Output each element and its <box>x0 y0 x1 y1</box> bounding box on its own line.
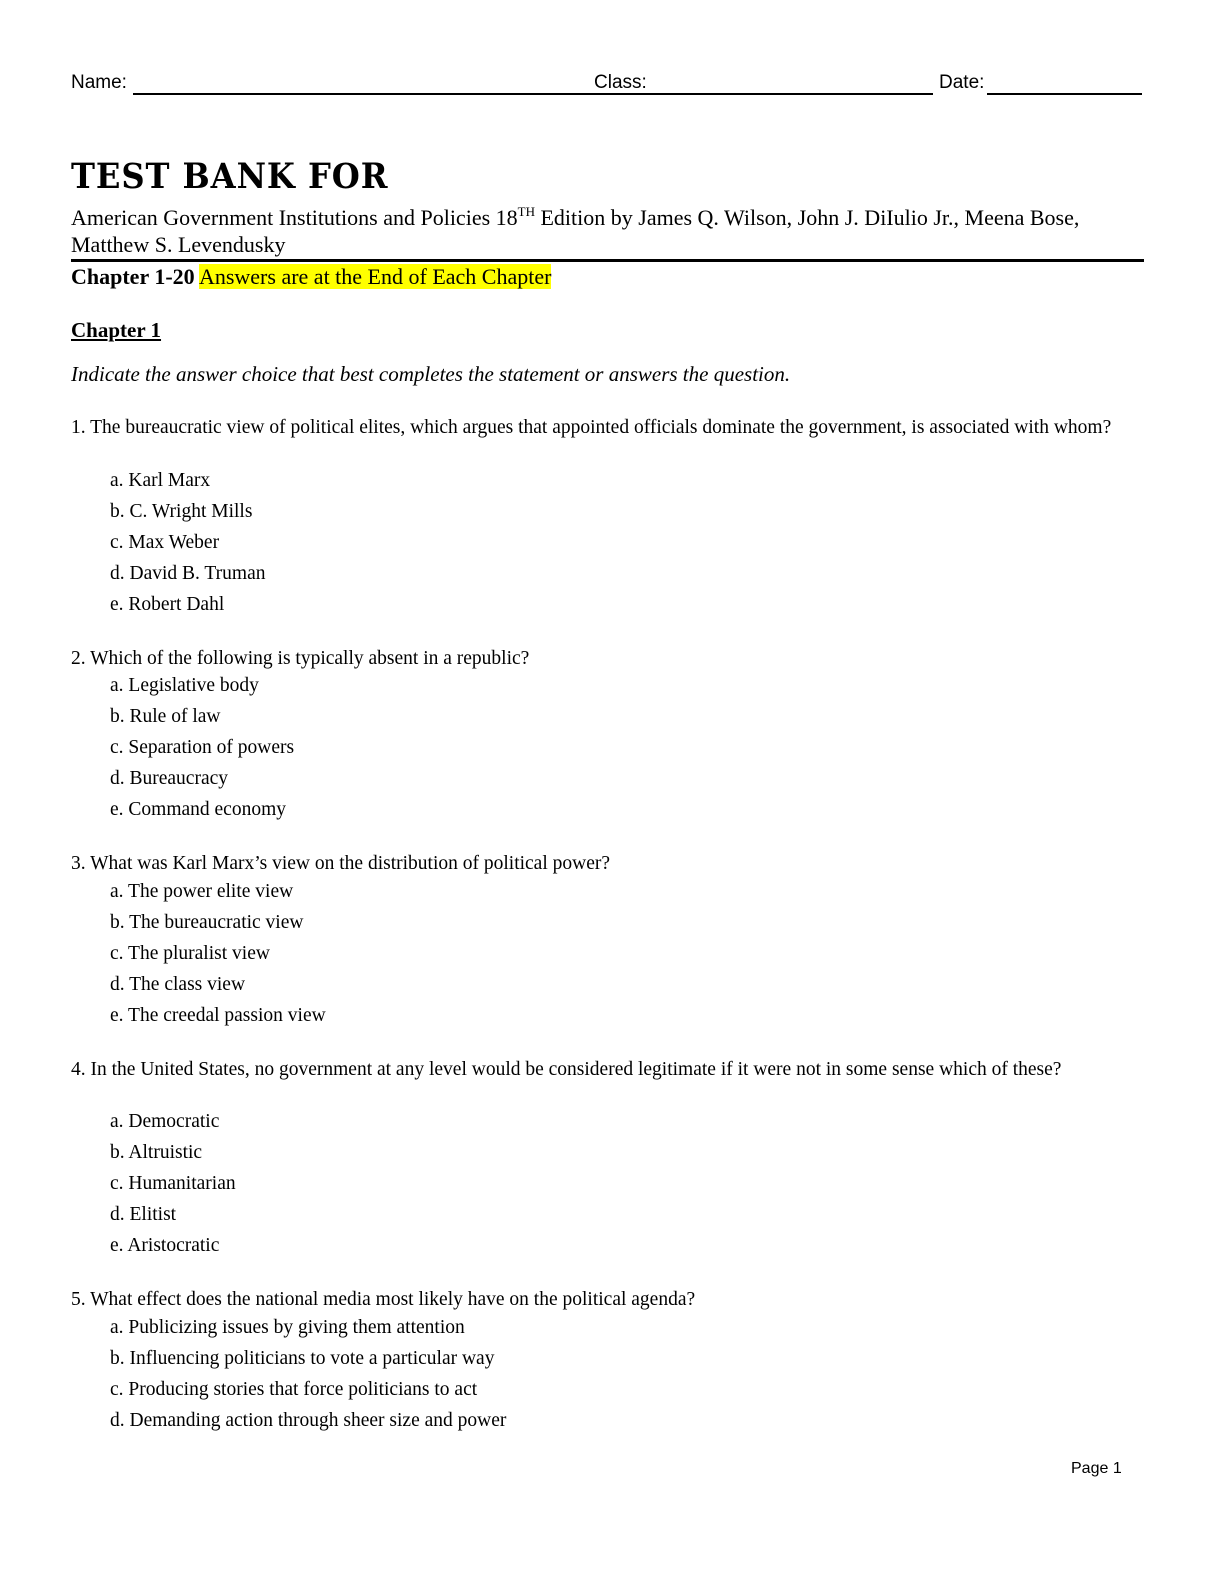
q3-option-e: e. The creedal passion view <box>110 1005 326 1026</box>
q3-option-b: b. The bureaucratic view <box>110 912 304 933</box>
book-subtitle <box>71 204 1143 258</box>
q4-option-e: e. Aristocratic <box>110 1235 220 1256</box>
q5-option-c: c. Producing stories that force politicians to act <box>110 1379 478 1400</box>
page-number: Page 1 <box>1071 1460 1122 1477</box>
question-2: 2. Which of the following is typically absent in a republic? <box>71 648 530 669</box>
q3-option-c: c. The pluralist view <box>110 943 270 964</box>
chapter-range: Chapter 1-20 <box>71 264 195 289</box>
chapter-range-line <box>71 263 551 291</box>
q5-option-b: b. Influencing politicians to vote a particular way <box>110 1348 495 1369</box>
q2-option-d: d. Bureaucracy <box>110 768 229 789</box>
name-field-line[interactable] <box>133 93 651 95</box>
q2-option-c: c. Separation of powers <box>110 737 295 758</box>
subtitle-main: American Government Institutions and Policies 18 <box>71 205 518 230</box>
q1-option-c: c. Max Weber <box>110 532 220 553</box>
subtitle-rest: Edition by James Q. Wilson, John J. DiIulio Jr., Meena Bose, Matthew S. Levendusky <box>71 205 1080 257</box>
q3-option-a: a. The power elite view <box>110 881 294 902</box>
q5-option-a: a. Publicizing issues by giving them attention <box>110 1317 465 1338</box>
document-title: TEST BANK FOR <box>71 156 389 197</box>
q4-option-a: a. Democratic <box>110 1111 220 1132</box>
class-label: Class: <box>594 72 647 93</box>
q4-option-d: d. Elitist <box>110 1204 177 1225</box>
title-divider <box>71 259 1144 262</box>
instructions: Indicate the answer choice that best completes the statement or answers the question. <box>71 362 791 386</box>
q3-option-d: d. The class view <box>110 974 246 995</box>
q1-option-d: d. David B. Truman <box>110 563 266 584</box>
question-3: 3. What was Karl Marx’s view on the distribution of political power? <box>71 853 611 874</box>
subtitle-superscript: TH <box>517 204 535 219</box>
date-label: Date: <box>939 72 985 93</box>
date-field-line[interactable] <box>987 93 1142 95</box>
answers-note-highlight: Answers are at the End of Each Chapter <box>198 264 552 289</box>
q1-option-b: b. C. Wright Mills <box>110 501 253 522</box>
question-5: 5. What effect does the national media most likely have on the political agenda? <box>71 1289 696 1310</box>
student-info-header <box>71 72 1143 98</box>
chapter-heading: Chapter 1 <box>71 318 162 342</box>
q4-option-b: b. Altruistic <box>110 1142 203 1163</box>
q5-option-d: d. Demanding action through sheer size and power <box>110 1410 507 1431</box>
q1-option-a: a. Karl Marx <box>110 470 211 491</box>
q4-option-c: c. Humanitarian <box>110 1173 236 1194</box>
q2-option-e: e. Command economy <box>110 799 287 820</box>
q2-option-a: a. Legislative body <box>110 675 259 696</box>
question-1: 1. The bureaucratic view of political elites, which argues that appointed officials dominate the government, is associated with whom? <box>71 417 1112 438</box>
question-4: 4. In the United States, no government at any level would be considered legitimate if it were not in some sense which of these? <box>71 1059 1062 1080</box>
q1-option-e: e. Robert Dahl <box>110 594 225 615</box>
class-field-line[interactable] <box>650 93 933 95</box>
name-label: Name: <box>71 72 127 93</box>
q2-option-b: b. Rule of law <box>110 706 221 727</box>
